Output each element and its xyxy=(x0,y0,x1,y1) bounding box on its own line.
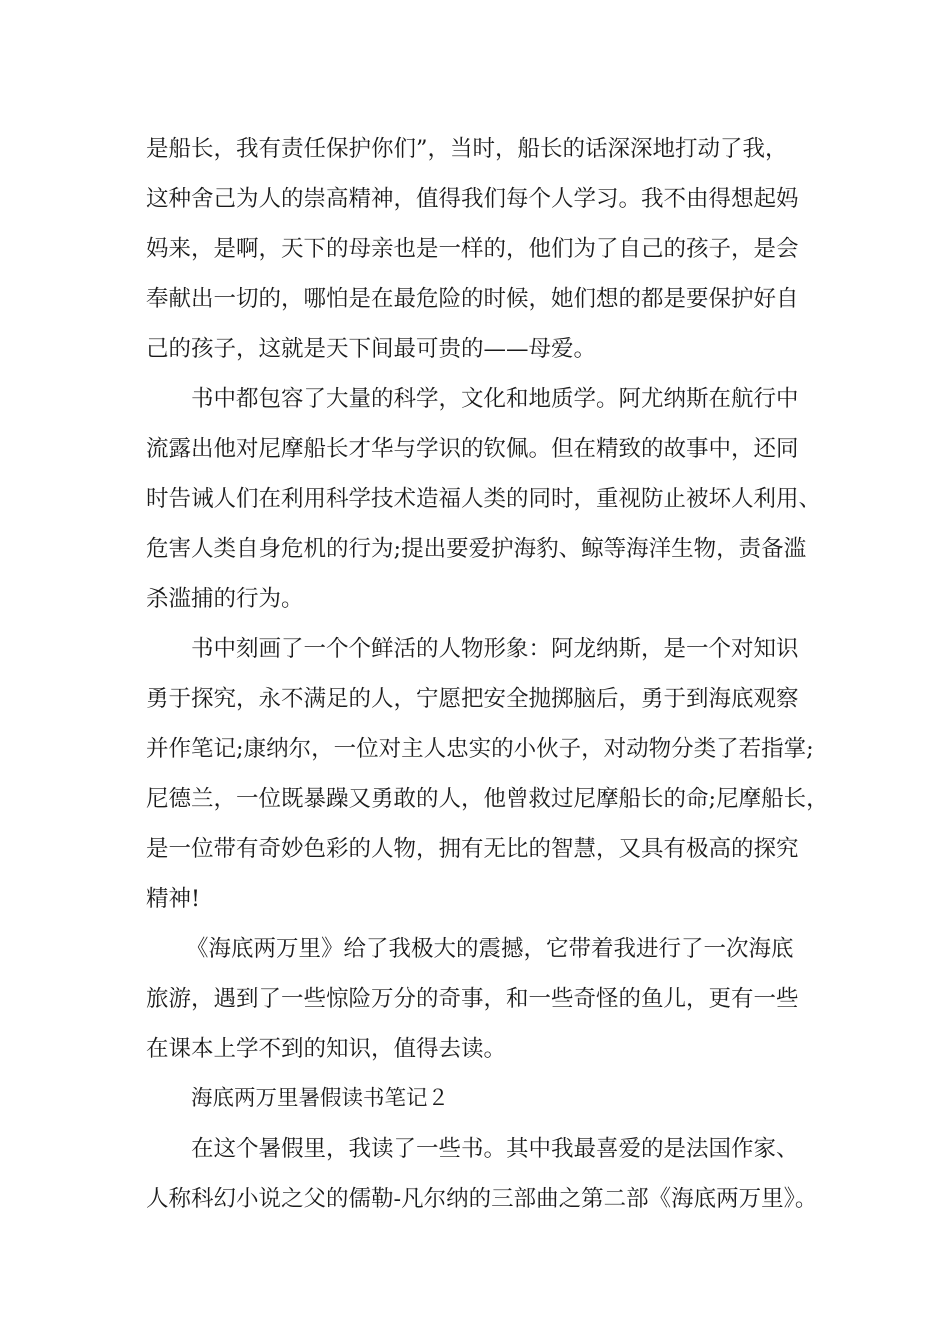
paragraph-line: 是一位带有奇妙色彩的人物，拥有无比的智慧，又具有极高的探究 xyxy=(146,836,799,862)
paragraph-line: 并作笔记;康纳尔，一位对主人忠实的小伙子，对动物分类了若指掌; xyxy=(146,736,814,762)
paragraph-line: 是船长，我有责任保护你们”，当时，船长的话深深地打动了我， xyxy=(146,136,788,162)
paragraph-line: 勇于探究，永不满足的人，宁愿把安全抛掷脑后，勇于到海底观察 xyxy=(146,686,799,712)
paragraph-line: 杀滥捕的行为。 xyxy=(146,586,304,612)
paragraph-line: 《海底两万里》给了我极大的震撼，它带着我进行了一次海底 xyxy=(186,936,794,962)
paragraph-line: 书中刻画了一个个鲜活的人物形象：阿龙纳斯，是一个对知识 xyxy=(191,636,799,662)
paragraph-line: 己的孩子，这就是天下间最可贵的——母爱。 xyxy=(146,336,597,362)
paragraph-line: 尼德兰，一位既暴躁又勇敢的人，他曾救过尼摩船长的命;尼摩船长， xyxy=(146,786,829,812)
paragraph-line: 妈来，是啊，天下的母亲也是一样的，他们为了自己的孩子，是会 xyxy=(146,236,799,262)
paragraph-line: 时告诫人们在利用科学技术造福人类的同时，重视防止被坏人利用、 xyxy=(146,486,822,512)
paragraph-line: 书中都包容了大量的科学，文化和地质学。阿尤纳斯在航行中 xyxy=(191,386,799,412)
paragraph-line: 奉献出一切的，哪怕是在最危险的时候，她们想的都是要保护好自 xyxy=(146,286,799,312)
paragraph-line: 流露出他对尼摩船长才华与学识的钦佩。但在精致的故事中，还同 xyxy=(146,436,799,462)
paragraph-line: 在这个暑假里，我读了一些书。其中我最喜爱的是法国作家、 xyxy=(191,1136,799,1162)
paragraph-line: 人称科幻小说之父的儒勒-凡尔纳的三部曲之第二部《海底两万里》。 xyxy=(146,1186,818,1212)
paragraph-line: 精神! xyxy=(146,886,201,912)
paragraph-line: 旅游，遇到了一些惊险万分的奇事，和一些奇怪的鱼儿，更有一些 xyxy=(146,986,799,1012)
section-heading: 海底两万里暑假读书笔记２ xyxy=(191,1086,450,1111)
paragraph-line: 在课本上学不到的知识，值得去读。 xyxy=(146,1036,507,1062)
paragraph-line: 危害人类自身危机的行为;提出要爱护海豹、鲸等海洋生物，责备滥 xyxy=(146,536,807,562)
paragraph-line: 这种舍己为人的崇高精神，值得我们每个人学习。我不由得想起妈 xyxy=(146,186,799,212)
